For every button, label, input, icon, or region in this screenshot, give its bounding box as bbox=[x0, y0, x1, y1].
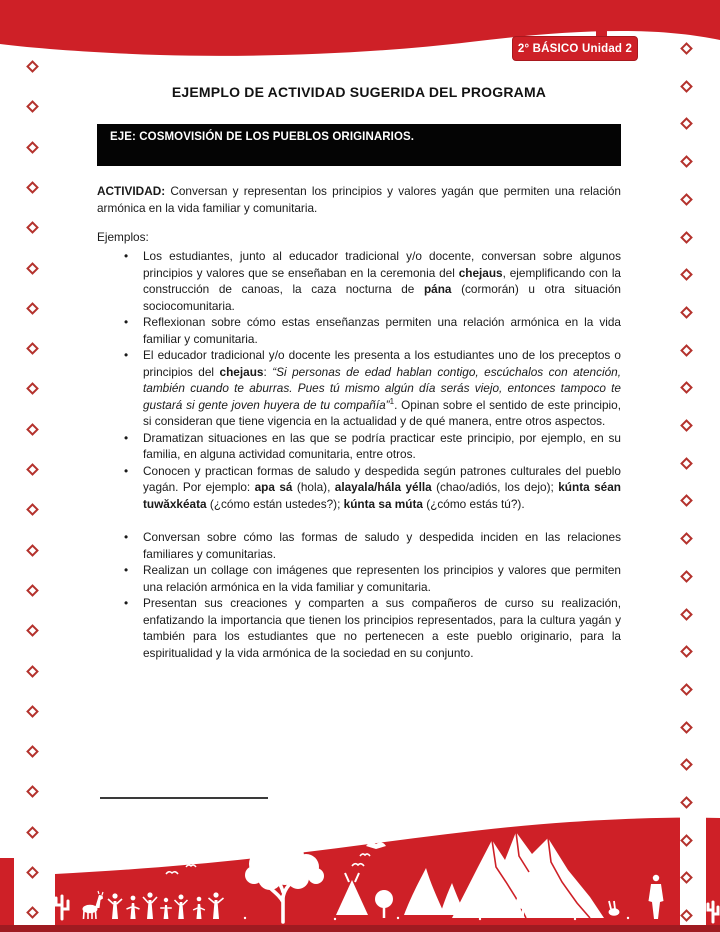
diamond-ornament-icon bbox=[26, 141, 39, 154]
list-item: • Conocen y practican formas de saludo y despedida según patrones culturales del pueblo yagán. Por ejemplo: apa sá (hola), alayala/hála yélla (chao/adiós, los dejo); kúnta séan tuwăxkéata (¿cómo están ustedes?); kúnta sa múta (¿cómo estás tú?). bbox=[97, 463, 621, 513]
eje-header-label: EJE: COSMOVISIÓN DE LOS PUEBLOS ORIGINARIOS. bbox=[110, 131, 415, 143]
diamond-ornament-icon bbox=[680, 117, 693, 130]
diamond-ornament-icon bbox=[680, 344, 693, 357]
diamond-ornament-icon bbox=[26, 503, 39, 516]
diamond-ornament-icon bbox=[680, 80, 693, 93]
diamond-ornament-icon bbox=[680, 570, 693, 583]
diamond-ornament-icon bbox=[680, 419, 693, 432]
diamond-ornament-icon bbox=[680, 758, 693, 771]
document-content bbox=[97, 84, 621, 661]
activity-text: Conversan y representan los principios y valores yagán que permiten una relación armónica en la vida familiar y comunitaria. bbox=[97, 184, 621, 215]
diamond-ornament-icon bbox=[680, 155, 693, 168]
diamond-ornament-icon bbox=[680, 268, 693, 281]
footer-wave bbox=[55, 818, 720, 932]
list-item: • Presentan sus creaciones y comparten a sus compañeros de curso su realización, enfatizando la importancia que tienen los principios representados, para la cultura yagán y también para los estudiantes que no pertenecen a este pueblo originario, para la espiritualidad y la vida armónica de la sociedad en su conjunto. bbox=[97, 595, 621, 661]
diamond-ornament-icon bbox=[26, 262, 39, 275]
examples-heading: Ejemplos: bbox=[97, 230, 149, 244]
diamond-ornament-icon bbox=[26, 221, 39, 234]
diamond-ornament-icon bbox=[26, 100, 39, 113]
list-item: • Reflexionan sobre cómo estas enseñanzas permiten una relación armónica en la vida familiar y comunitaria. bbox=[97, 314, 621, 347]
diamond-ornament-icon bbox=[26, 745, 39, 758]
list-item: • Realizan un collage con imágenes que representen los principios y valores que permiten una relación armónica en la vida familiar y comunitaria. bbox=[97, 562, 621, 595]
diamond-ornament-icon bbox=[26, 544, 39, 557]
diamond-ornament-icon bbox=[680, 645, 693, 658]
diamond-ornament-icon bbox=[680, 721, 693, 734]
diamond-ornament-icon bbox=[26, 342, 39, 355]
eje-header-bar bbox=[97, 124, 621, 166]
activity-label: ACTIVIDAD: bbox=[97, 184, 166, 198]
examples-list bbox=[97, 248, 621, 661]
diamond-ornament-icon bbox=[26, 60, 39, 73]
footer-left-strip bbox=[0, 858, 14, 932]
footer-bottom-strip bbox=[0, 925, 720, 932]
diamond-ornament-icon bbox=[26, 181, 39, 194]
diamond-ornament-icon bbox=[680, 306, 693, 319]
diamond-ornament-icon bbox=[680, 796, 693, 809]
diamond-ornament-icon bbox=[26, 624, 39, 637]
diamond-ornament-icon bbox=[680, 381, 693, 394]
diamond-ornament-icon bbox=[26, 423, 39, 436]
diamond-ornament-icon bbox=[680, 231, 693, 244]
list-item: • Dramatizan situaciones en las que se podría practicar este principio, por ejemplo, en su familia, en alguna actividad comunitaria, entre otros. bbox=[97, 430, 621, 463]
footnote-rule bbox=[100, 797, 268, 799]
diamond-ornament-icon bbox=[26, 584, 39, 597]
diamond-ornament-icon bbox=[26, 705, 39, 718]
unit-badge bbox=[512, 36, 638, 61]
diamond-ornament-icon bbox=[680, 457, 693, 470]
list-item: • El educador tradicional y/o docente les presenta a los estudiantes uno de los preceptos o principios del chejaus: “Si personas de edad hablan contigo, escúchalos con atención, también cuando te aburras. Pues tú mismo algún día serás viejo, entonces tampoco te gustará si gente joven huyera de tu compañía”$^1$. Opinan sobre el sentido de este principio, si consideran que tiene vigencia en la actualidad y de qué manera, entre otros aspectos. bbox=[97, 347, 621, 430]
unit-badge-label: 2° BÁSICO Unidad 2 bbox=[517, 42, 633, 55]
diamond-ornament-icon bbox=[680, 193, 693, 206]
footer-landscape-art bbox=[0, 812, 720, 932]
diamond-ornament-icon bbox=[26, 665, 39, 678]
activity-paragraph bbox=[97, 183, 621, 216]
diamond-ornament-icon bbox=[680, 532, 693, 545]
diamond-ornament-icon bbox=[26, 463, 39, 476]
diamond-ornament-icon bbox=[680, 683, 693, 696]
list-item: • Conversan sobre cómo las formas de saludo y despedida inciden en las relaciones familiares y comunitarias. bbox=[97, 529, 621, 562]
diamond-ornament-icon bbox=[680, 608, 693, 621]
diamond-ornament-icon bbox=[680, 494, 693, 507]
diamond-ornament-icon bbox=[26, 785, 39, 798]
page-title: EJEMPLO DE ACTIVIDAD SUGERIDA DEL PROGRAMA bbox=[171, 84, 547, 100]
diamond-ornament-icon bbox=[26, 382, 39, 395]
diamond-ornament-icon bbox=[26, 302, 39, 315]
list-item: • Los estudiantes, junto al educador tradicional y/o docente, conversan sobre algunos principios y valores que se enseñaban en la ceremonia del chejaus, ejemplificando con la construcción de canoas, la caza nocturna de pána (cormorán) u otra situación sociocomunitaria. bbox=[97, 248, 621, 314]
